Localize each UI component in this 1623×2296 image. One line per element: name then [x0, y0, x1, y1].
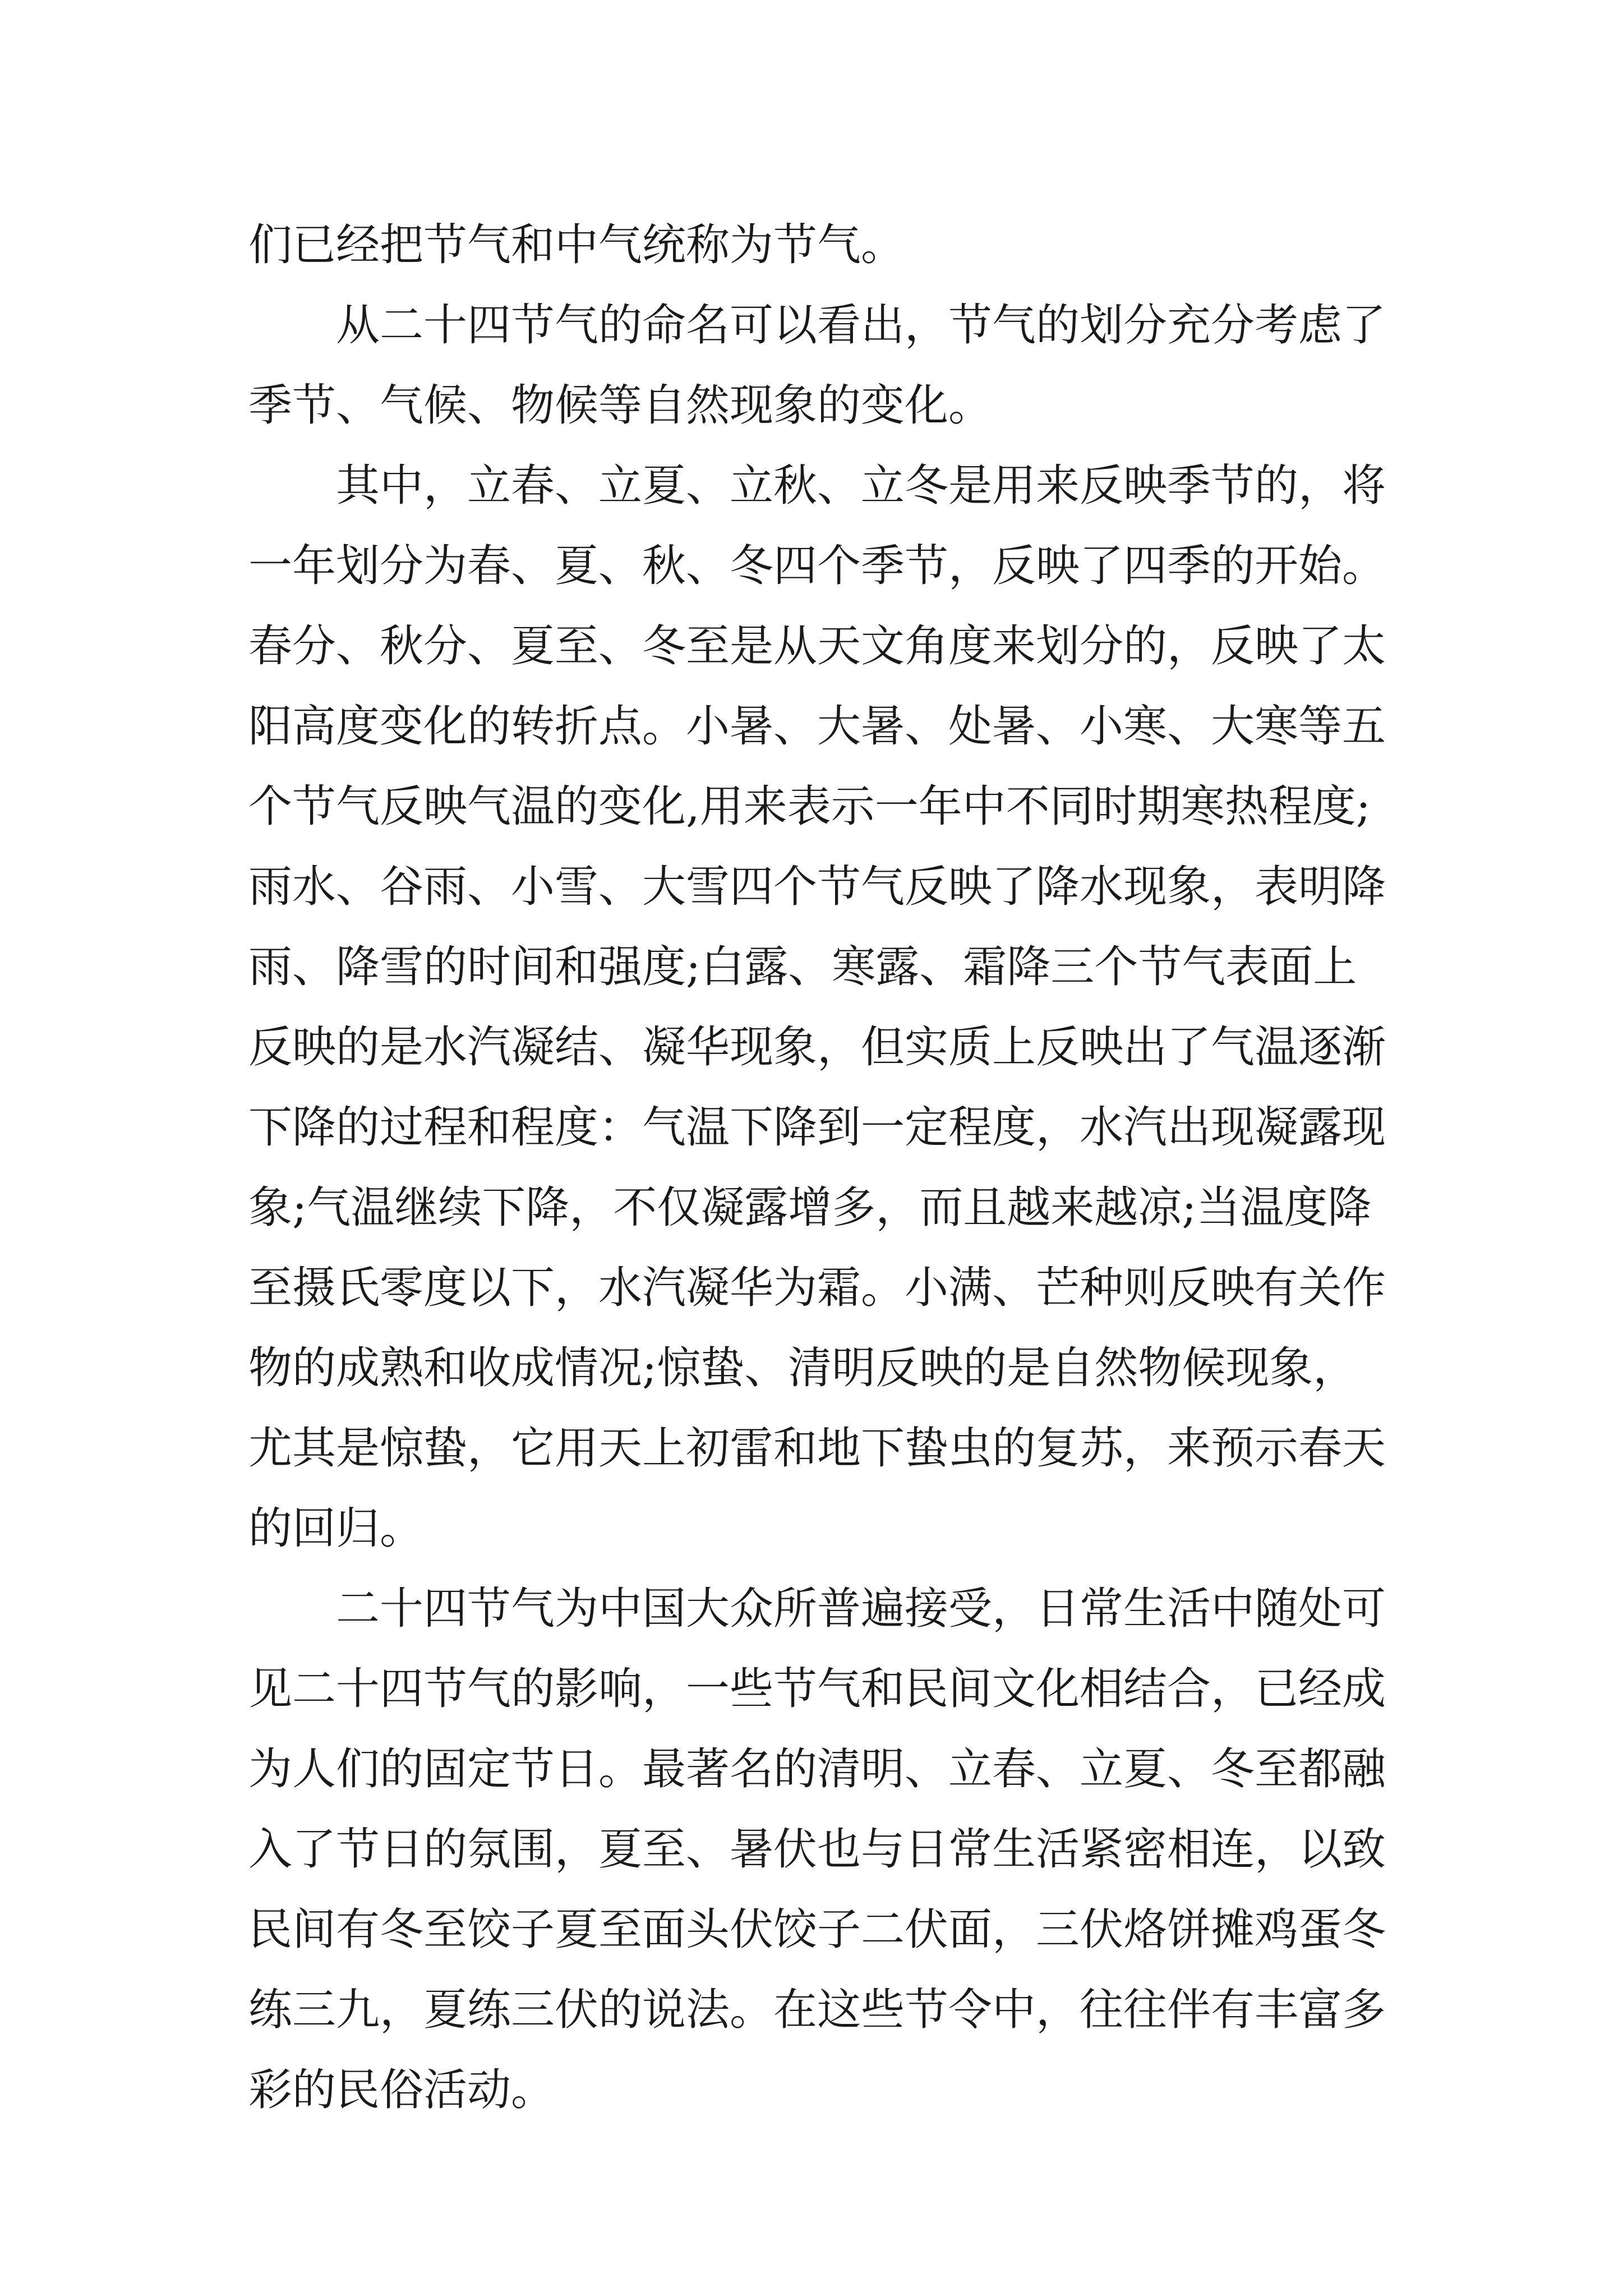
paragraph-classification: 其中，立春、立夏、立秋、立冬是用来反映季节的，将 一年划分为春、夏、秋、冬四个季节，反映了四季的开始。 春分、秋分、夏至、冬至是从天文角度来划分的，反映了太 阳高度变化的转折点。小暑、大暑、处暑、小寒、大寒等五 个节气反映气温的变化,用来表示一年中不同时期寒热程度; 雨水、谷雨、小雪、大雪四个节气反映了降水现象，表明降 雨、降雪的时间和强度;白露、寒露、霜降三个节气表面上 反映的是水汽凝结、凝华现象，但实质上反映出了气温逐渐 下降的过程和程度：气温下降到一定程度，水汽出现凝露现 象;气温继续下降，不仅凝露增多，而且越来越凉;当温度降 至摄氏零度以下，水汽凝华为霜。小满、芒种则反映有关作 物的成熟和收成情况;惊蛰、清明反映的是自然物候现象， 尤其是惊蛰，它用天上初雷和地下蛰虫的复苏，来预示春天 的回归。 [248, 461, 1386, 1554]
body-text [248, 205, 1432, 2131]
paragraph-naming: 从二十四节气的命名可以看出，节气的划分充分考虑了 季节、气候、物候等自然现象的变化。 [248, 300, 1386, 431]
paragraph-continuation: 们已经把节气和中气统称为节气。 [248, 220, 905, 270]
paragraph-customs: 二十四节气为中国大众所普遍接受，日常生活中随处可 见二十四节气的影响，一些节气和民间文化相结合，已经成 为人们的固定节日。最著名的清明、立春、立夏、冬至都融 入了节日的氛围，夏至、暑伏也与日常生活紧密相连，以致 民间有冬至饺子夏至面头伏饺子二伏面，三伏烙饼摊鸡蛋冬 练三九，夏练三伏的说法。在这些节令中，往往伴有丰富多 彩的民俗活动。 [248, 1584, 1386, 2115]
